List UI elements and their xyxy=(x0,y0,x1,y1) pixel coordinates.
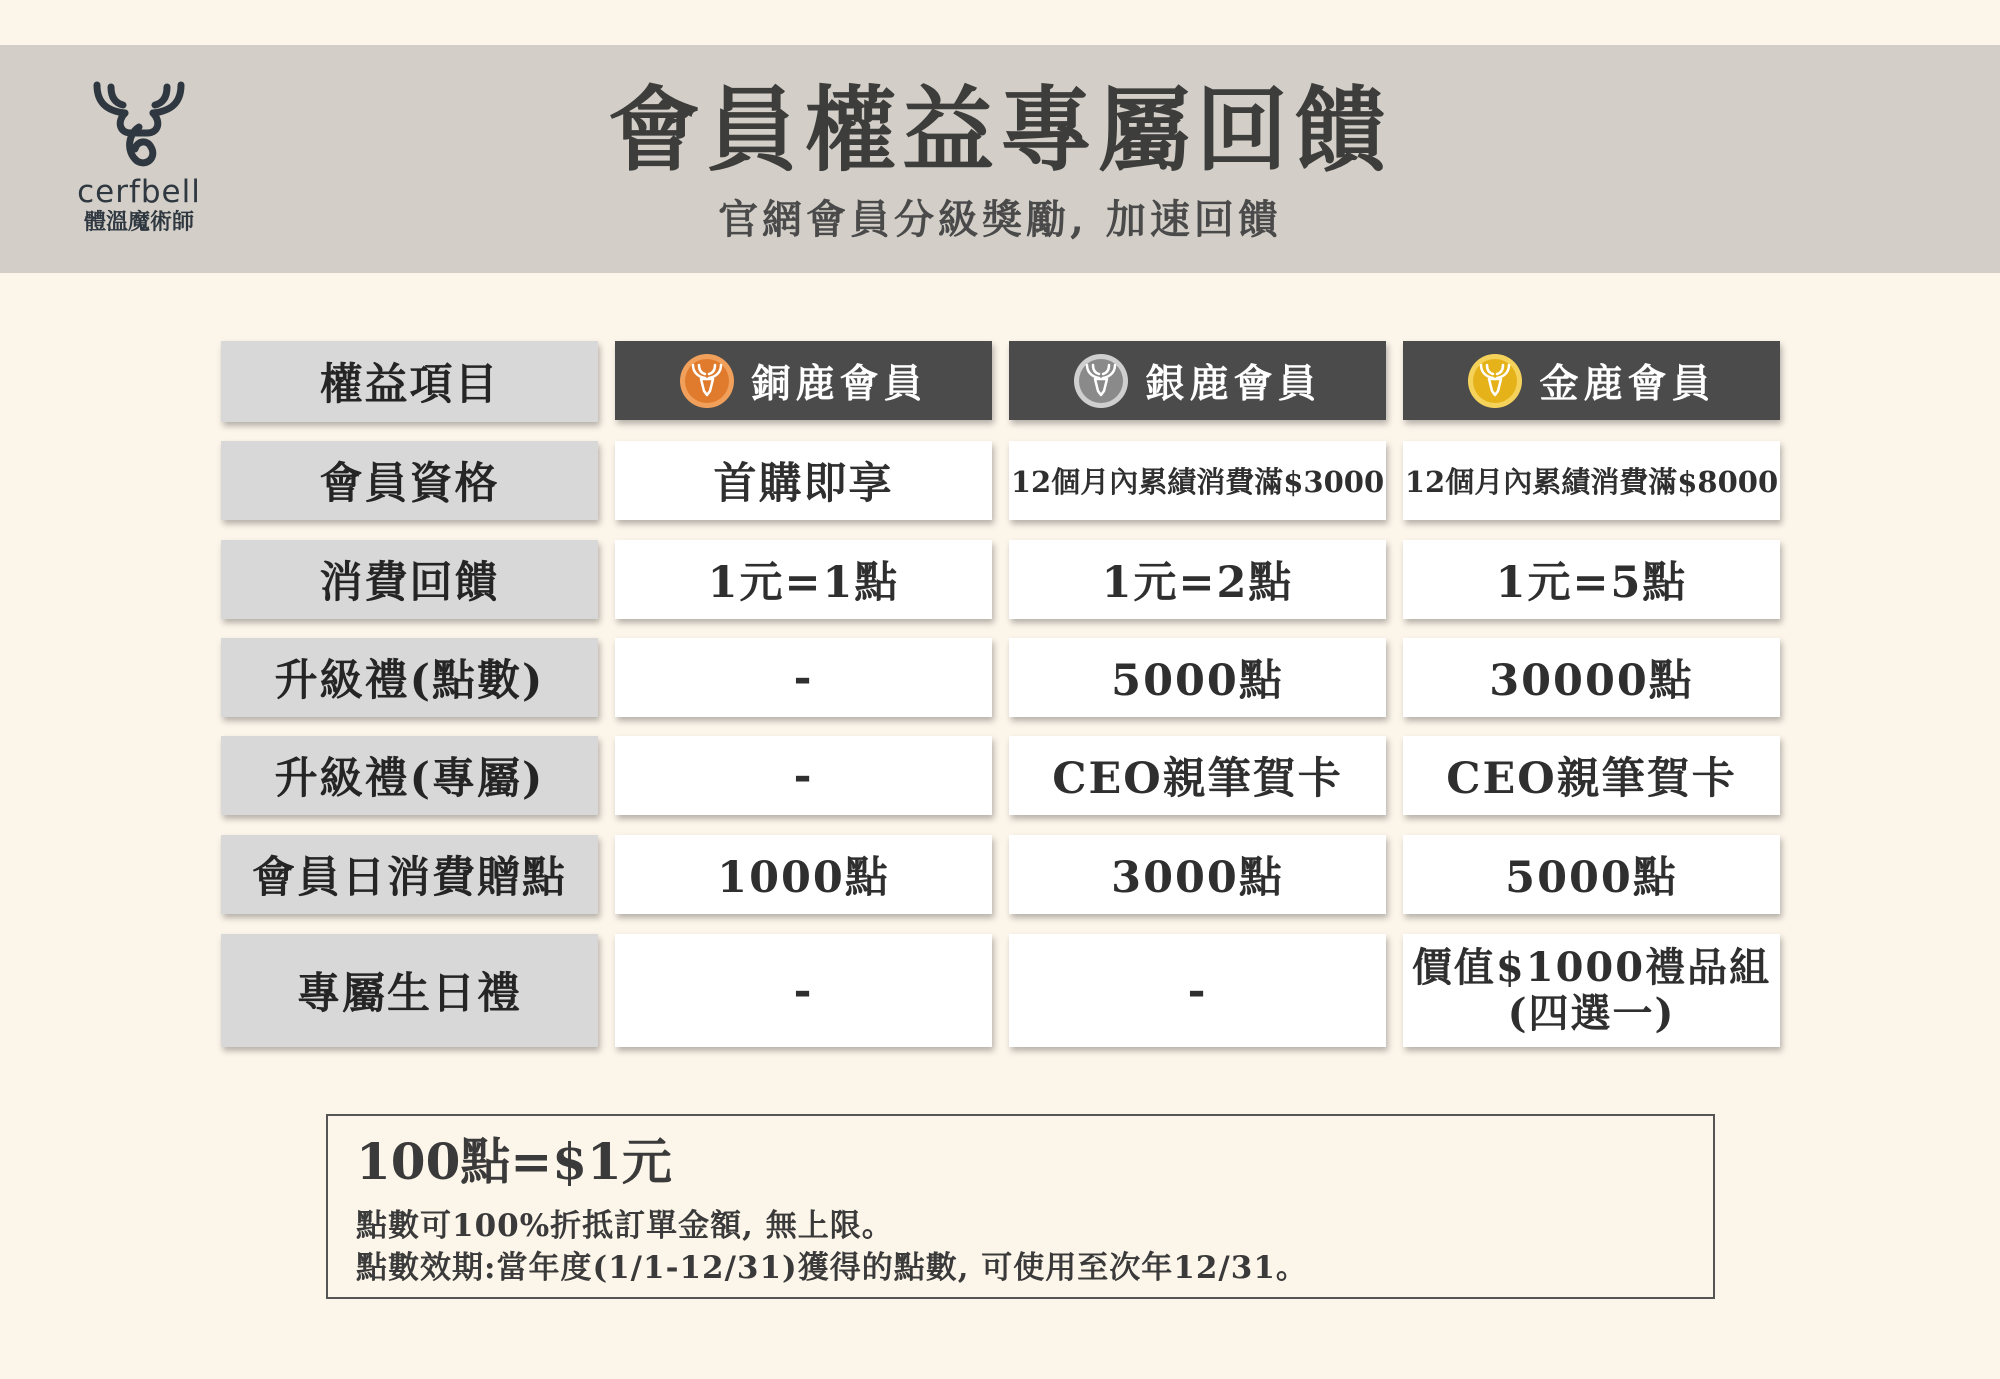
page-subtitle: 官網會員分級獎勵, 加速回饋 xyxy=(718,196,1282,243)
birthday-gift-value: 價值$1000禮品組 xyxy=(1411,943,1772,991)
points-note-usage: 點數可100%折抵訂單金額, 無上限。 xyxy=(356,1208,894,1244)
row-label-birthday-gift: 專屬生日禮 xyxy=(221,934,598,1047)
antler-logo-icon xyxy=(89,81,189,171)
table-cell: 30000點 xyxy=(1403,638,1780,717)
bronze-deer-medal-icon xyxy=(679,353,735,409)
table-cell: 12個月內累績消費滿$8000 xyxy=(1403,441,1780,520)
table-cell: - xyxy=(1009,934,1386,1047)
table-cell: - xyxy=(615,638,992,717)
table-cell: 3000點 xyxy=(1009,835,1386,914)
tier-name-bronze: 銅鹿會員 xyxy=(751,360,928,407)
table-cell: 12個月內累績消費滿$3000 xyxy=(1009,441,1386,520)
table-cell: 5000點 xyxy=(1403,835,1780,914)
points-note-expiry: 點數效期:當年度(1/1-12/31)獲得的點數, 可使用至次年12/31。 xyxy=(356,1250,1308,1286)
tier-name-gold: 金鹿會員 xyxy=(1539,360,1716,407)
row-label-cashback: 消費回饋 xyxy=(221,540,598,619)
page-title: 會員權益專屬回饋 xyxy=(607,76,1392,184)
brand-tagline: 體溫魔術師 xyxy=(83,210,194,235)
table-cell: 1元=1點 xyxy=(615,540,992,619)
row-label-upgrade-exclusive: 升級禮(專屬) xyxy=(221,736,598,815)
brand-name: cerfbell xyxy=(77,174,201,210)
tier-header-silver xyxy=(1009,341,1386,420)
tier-name-silver: 銀鹿會員 xyxy=(1145,360,1322,407)
table-cell-birthday-gold xyxy=(1403,934,1780,1047)
gold-deer-medal-icon xyxy=(1467,353,1523,409)
tier-header-bronze xyxy=(615,341,992,420)
row-label-member-day-points: 會員日消費贈點 xyxy=(221,835,598,914)
brand-logo[interactable] xyxy=(74,81,204,237)
table-cell: 首購即享 xyxy=(615,441,992,520)
table-cell: 1元=2點 xyxy=(1009,540,1386,619)
silver-deer-medal-icon xyxy=(1073,353,1129,409)
birthday-gift-note: (四選一) xyxy=(1507,989,1676,1037)
points-notes-box xyxy=(326,1114,1715,1299)
table-cell: - xyxy=(615,736,992,815)
table-cell: CEO親筆賀卡 xyxy=(1009,736,1386,815)
table-cell: 5000點 xyxy=(1009,638,1386,717)
row-label-upgrade-points: 升級禮(點數) xyxy=(221,638,598,717)
header-band xyxy=(0,45,2000,273)
table-cell: 1元=5點 xyxy=(1403,540,1780,619)
tier-header-gold xyxy=(1403,341,1780,420)
table-cell: 1000點 xyxy=(615,835,992,914)
points-conversion: 100點=$1元 xyxy=(356,1132,672,1191)
table-cell: - xyxy=(615,934,992,1047)
corner-header: 權益項目 xyxy=(221,341,598,422)
table-cell: CEO親筆賀卡 xyxy=(1403,736,1780,815)
row-label-eligibility: 會員資格 xyxy=(221,441,598,520)
